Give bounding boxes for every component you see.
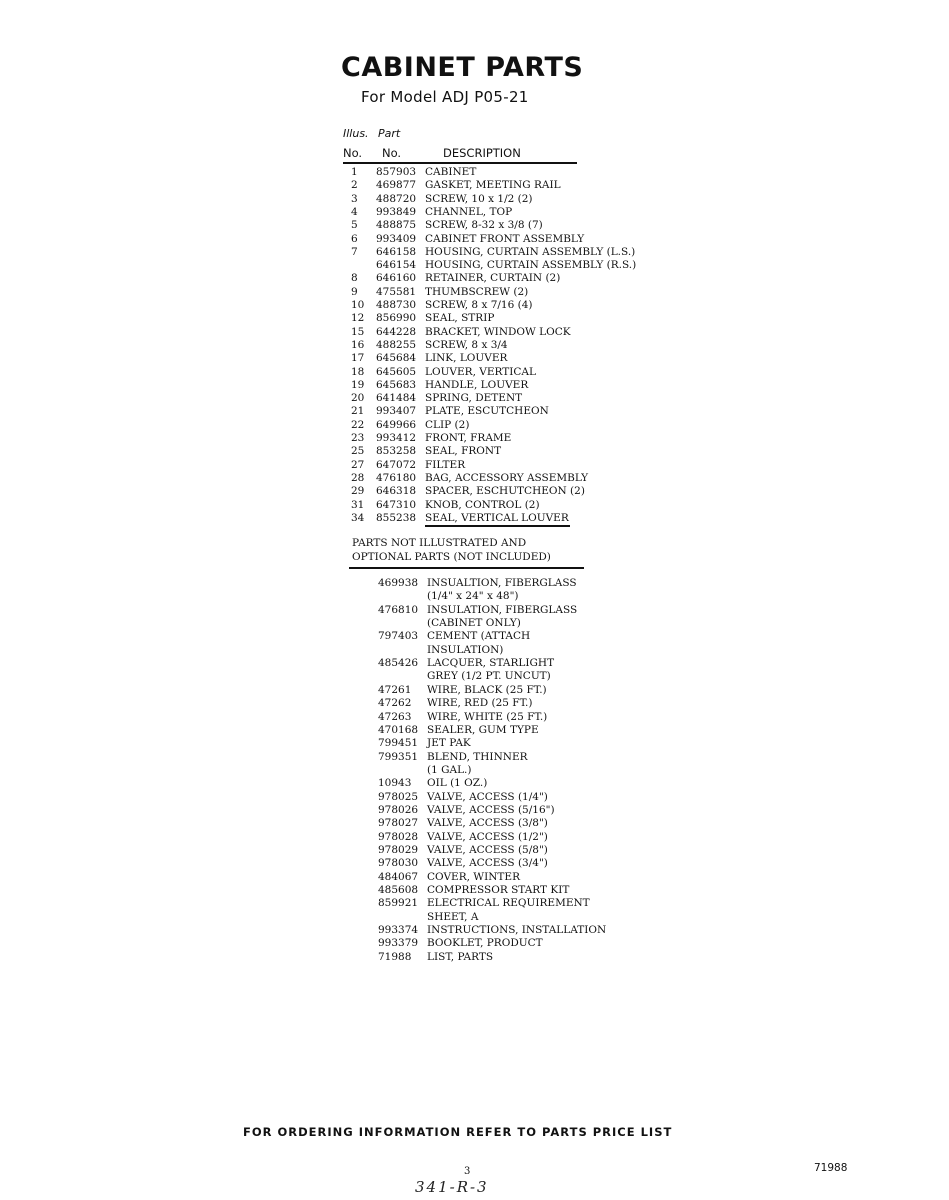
part-description: LINK, LOUVER xyxy=(425,352,508,365)
part-description: CHANNEL, TOP xyxy=(425,205,513,218)
page-subtitle: For Model ADJ P05-21 xyxy=(361,88,529,106)
part-number: 993374 xyxy=(378,924,419,937)
part-number: 978029 xyxy=(378,844,419,856)
part-description: ELECTRICAL REQUIREMENT xyxy=(427,897,590,910)
illus-no-header: No. xyxy=(343,146,363,160)
part-description: GASKET, MEETING RAIL xyxy=(425,179,561,192)
part-description: CEMENT (ATTACH xyxy=(427,630,531,643)
part-description: SEAL, FRONT xyxy=(425,445,502,458)
illus-number: 16 xyxy=(351,338,365,351)
part-number: 646318 xyxy=(376,485,417,498)
part-description: INSULATION, FIBERGLASS xyxy=(427,603,578,616)
part-description: SEAL, VERTICAL LOUVER xyxy=(425,511,569,524)
part-number: 993379 xyxy=(378,937,419,950)
part-number: 647310 xyxy=(376,498,417,511)
part-description: JET PAK xyxy=(427,737,471,750)
part-description: BRACKET, WINDOW LOCK xyxy=(425,325,571,338)
part-description: BOOKLET, PRODUCT xyxy=(427,937,543,950)
part-number: 646158 xyxy=(376,245,417,258)
part-description: LACQUER, STARLIGHT xyxy=(427,657,555,670)
part-description: CLIP (2) xyxy=(425,418,470,431)
part-number: 993849 xyxy=(376,205,417,218)
part-number: 470168 xyxy=(378,723,419,736)
part-description: GREY (1/2 PT. UNCUT) xyxy=(427,670,551,683)
part-description: SCREW, 8-32 x 3/8 (7) xyxy=(425,219,543,232)
part-description: LOUVER, VERTICAL xyxy=(425,365,536,378)
part-number: 47262 xyxy=(378,697,412,710)
part-description: INSUALTION, FIBERGLASS xyxy=(427,577,577,589)
part-description: SCREW, 8 x 7/16 (4) xyxy=(425,299,533,311)
part-description: PLATE, ESCUTCHEON xyxy=(425,405,549,418)
part-description: (CABINET ONLY) xyxy=(427,617,521,630)
illus-number: 3 xyxy=(351,192,358,205)
part-description: SPRING, DETENT xyxy=(425,392,523,405)
part-number: 476180 xyxy=(376,471,417,484)
illus-number: 8 xyxy=(351,272,358,285)
part-description: SEAL, STRIP xyxy=(425,312,495,325)
part-header-top: Part xyxy=(378,127,401,140)
part-number: 476810 xyxy=(378,603,419,616)
part-number: 649966 xyxy=(376,418,417,431)
part-number: 799351 xyxy=(378,750,419,763)
illus-number: 17 xyxy=(351,352,365,365)
part-description: COMPRESSOR START KIT xyxy=(427,884,570,897)
part-description: FRONT, FRAME xyxy=(425,432,512,444)
illus-number: 31 xyxy=(351,498,365,511)
illus-number: 7 xyxy=(351,245,358,258)
illus-number: 23 xyxy=(351,432,365,444)
part-number: 485608 xyxy=(378,884,419,897)
illus-number: 5 xyxy=(351,219,358,232)
part-number: 797403 xyxy=(378,630,419,643)
illus-number: 28 xyxy=(351,471,365,484)
part-description: WIRE, BLACK (25 FT.) xyxy=(427,683,547,696)
part-description: SCREW, 10 x 1/2 (2) xyxy=(425,192,533,205)
part-description: KNOB, CONTROL (2) xyxy=(425,498,540,511)
part-number: 475581 xyxy=(376,285,417,298)
part-number: 469877 xyxy=(376,179,417,192)
part-description: (1 GAL.) xyxy=(427,763,472,776)
part-description: SHEET, A xyxy=(427,910,479,923)
part-number: 488875 xyxy=(376,219,417,232)
part-description: FILTER xyxy=(425,458,466,471)
illus-number: 22 xyxy=(351,418,365,431)
ordering-footer: FOR ORDERING INFORMATION REFER TO PARTS PRICE LIST xyxy=(243,1125,673,1139)
parts-end-rule xyxy=(425,525,570,527)
part-description: VALVE, ACCESS (3/8") xyxy=(427,817,548,830)
part-number: 488255 xyxy=(376,338,417,351)
part-number: 993412 xyxy=(376,432,417,444)
part-number: 859921 xyxy=(378,897,419,910)
illus-number: 9 xyxy=(351,285,358,298)
part-number: 488730 xyxy=(376,299,417,311)
illus-number: 18 xyxy=(351,365,365,378)
part-number: 10943 xyxy=(378,777,412,790)
part-description: INSTRUCTIONS, INSTALLATION xyxy=(427,924,607,937)
part-number: 993409 xyxy=(376,232,417,245)
part-number: 993407 xyxy=(376,405,417,418)
part-number: 853258 xyxy=(376,445,417,458)
part-description: WIRE, WHITE (25 FT.) xyxy=(427,710,548,723)
part-number: 641484 xyxy=(376,392,417,405)
illus-number: 19 xyxy=(351,378,365,391)
illus-number: 15 xyxy=(351,325,365,338)
part-description: COVER, WINTER xyxy=(427,870,520,883)
part-description: CABINET xyxy=(425,166,477,178)
part-description: VALVE, ACCESS (1/4") xyxy=(427,790,548,803)
part-number: 856990 xyxy=(376,312,417,325)
illus-number: 20 xyxy=(351,392,365,405)
illus-number: 21 xyxy=(351,405,365,418)
part-number: 488720 xyxy=(376,192,417,205)
illus-number: 27 xyxy=(351,458,365,471)
part-description: VALVE, ACCESS (5/8") xyxy=(427,844,548,856)
part-number: 855238 xyxy=(376,511,417,524)
part-description: BAG, ACCESSORY ASSEMBLY xyxy=(425,471,589,484)
header-rule xyxy=(343,162,577,164)
illus-number: 6 xyxy=(351,232,358,245)
part-description: SEALER, GUM TYPE xyxy=(427,723,539,736)
part-description: VALVE, ACCESS (5/16") xyxy=(427,803,555,816)
illus-header-top: Illus. xyxy=(343,127,369,140)
illus-number: 25 xyxy=(351,445,365,458)
part-number: 469938 xyxy=(378,577,419,589)
part-number: 647072 xyxy=(376,458,417,471)
part-description: THUMBSCREW (2) xyxy=(425,285,529,298)
part-number: 646154 xyxy=(376,259,417,272)
part-no-header: No. xyxy=(382,146,402,160)
illus-number: 12 xyxy=(351,312,365,325)
part-number: 978030 xyxy=(378,857,419,870)
illus-number: 1 xyxy=(351,166,358,178)
part-number: 978027 xyxy=(378,817,419,830)
part-description: SCREW, 8 x 3/4 xyxy=(425,338,508,351)
optional-header-rule xyxy=(349,567,584,569)
part-description: VALVE, ACCESS (1/2") xyxy=(427,830,548,843)
illus-number: 34 xyxy=(351,511,365,524)
part-number: 71988 xyxy=(378,950,412,963)
part-description: BLEND, THINNER xyxy=(427,750,528,763)
page-title: CABINET PARTS xyxy=(341,52,584,83)
part-number: 857903 xyxy=(376,166,417,178)
part-number: 645683 xyxy=(376,378,417,391)
illus-number: 29 xyxy=(351,485,365,498)
illus-number: 10 xyxy=(351,299,365,311)
part-description: WIRE, RED (25 FT.) xyxy=(427,697,533,710)
part-description: HANDLE, LOUVER xyxy=(425,378,529,391)
part-number: 978025 xyxy=(378,790,419,803)
part-number: 47263 xyxy=(378,710,412,723)
part-number: 646160 xyxy=(376,272,417,285)
description-header: DESCRIPTION xyxy=(443,146,521,160)
part-number: 645605 xyxy=(376,365,417,378)
part-number: 47261 xyxy=(378,683,412,696)
part-description: HOUSING, CURTAIN ASSEMBLY (L.S.) xyxy=(425,245,636,258)
part-description: VALVE, ACCESS (3/4") xyxy=(427,857,548,870)
illus-number: 4 xyxy=(351,205,358,218)
document-id: 71988 xyxy=(814,1162,848,1174)
part-description: HOUSING, CURTAIN ASSEMBLY (R.S.) xyxy=(425,259,637,272)
part-description: CABINET FRONT ASSEMBLY xyxy=(425,232,585,245)
part-description: (1/4" x 24" x 48") xyxy=(427,590,519,603)
part-number: 799451 xyxy=(378,737,419,750)
not-illustrated-heading-2: OPTIONAL PARTS (NOT INCLUDED) xyxy=(352,551,551,563)
handwritten-note: 341-R-3 xyxy=(415,1178,489,1196)
part-description: RETAINER, CURTAIN (2) xyxy=(425,272,561,285)
part-number: 978026 xyxy=(378,803,419,816)
part-description: SPACER, ESCHUTCHEON (2) xyxy=(425,485,585,498)
part-number: 978028 xyxy=(378,830,419,843)
part-description: OIL (1 OZ.) xyxy=(427,777,488,790)
page-number: 3 xyxy=(464,1166,471,1177)
part-number: 644228 xyxy=(376,325,417,338)
part-number: 485426 xyxy=(378,657,419,670)
part-description: INSULATION) xyxy=(427,643,504,656)
part-description: LIST, PARTS xyxy=(427,950,494,963)
not-illustrated-heading-1: PARTS NOT ILLUSTRATED AND xyxy=(352,537,527,549)
illus-number: 2 xyxy=(351,179,358,192)
part-number: 484067 xyxy=(378,870,419,883)
part-number: 645684 xyxy=(376,352,417,365)
